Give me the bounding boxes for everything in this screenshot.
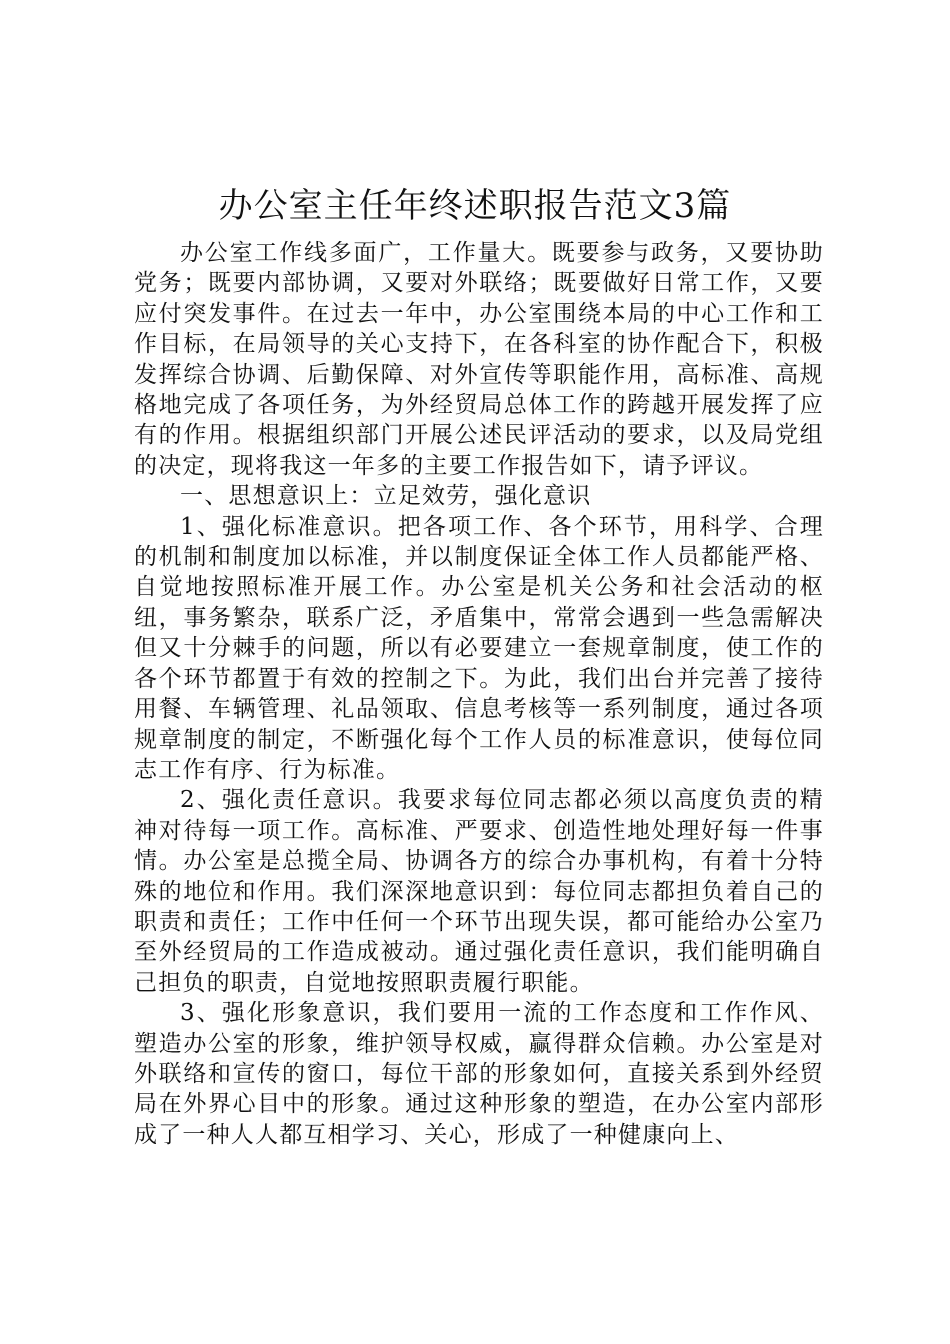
document-title: 办公室主任年终述职报告范文3篇 [218,186,732,226]
paragraph-image-awareness: 3、强化形象意识，我们要用一流的工作态度和工作作风、塑造办公室的形象，维护领导权威，赢得群众信赖。办公室是对外联络和宣传的窗口，每位干部的形象如何，直接关系到外经贸局在外界心目中的形象。通过这种形象的塑造，在办公室内部形成了一种人人都互相学习、关心，形成了一种健康向上、 [134,1000,824,1148]
section-heading: 一、思想意识上：立足效劳，强化意识 [180,483,592,510]
paragraph-standard-awareness: 1、强化标准意识。把各项工作、各个环节，用科学、合理的机制和制度加以标准，并以制度保证全体工作人员都能严格、自觉地按照标准开展工作。办公室是机关公务和社会活动的枢纽，事务繁杂，联系广泛，矛盾集中，常常会遇到一些急需解决但又十分棘手的问题，所以有必要建立一套规章制度，使工作的各个环节都置于有效的控制之下。为此，我们出台并完善了接待用餐、车辆管理、礼品领取、信息考核等一系列制度，通过各项规章制度的制定，不断强化每个工作人员的标准意识，使每位同志工作有序、行为标准。 [134,513,824,783]
paragraph-intro: 办公室工作线多面广，工作量大。既要参与政务，又要协助党务；既要内部协调，又要对外联络；既要做好日常工作，又要应付突发事件。在过去一年中，办公室围绕本局的中心工作和工作目标，在局领导的关心支持下，在各科室的协作配合下，积极发挥综合协调、后勤保障、对外宣传等职能作用，高标准、高规格地完成了各项任务，为外经贸局总体工作的跨越开展发挥了应有的作用。根据组织部门开展公述民评活动的要求，以及局党组的决定，现将我这一年多的主要工作报告如下，请予评议。 [134,240,824,479]
paragraph-responsibility-awareness: 2、强化责任意识。我要求每位同志都必须以高度负责的精神对待每一项工作。高标准、严要求、创造性地处理好每一件事情。办公室是总揽全局、协调各方的综合办事机构，有着十分特殊的地位和作用。我们深深地意识到：每位同志都担负着自己的职责和责任；工作中任何一个环节出现失误，都可能给办公室乃至外经贸局的工作造成被动。通过强化责任意识，我们能明确自己担负的职责，自觉地按照职责履行职能。 [134,787,824,996]
document-body [134,238,824,1150]
